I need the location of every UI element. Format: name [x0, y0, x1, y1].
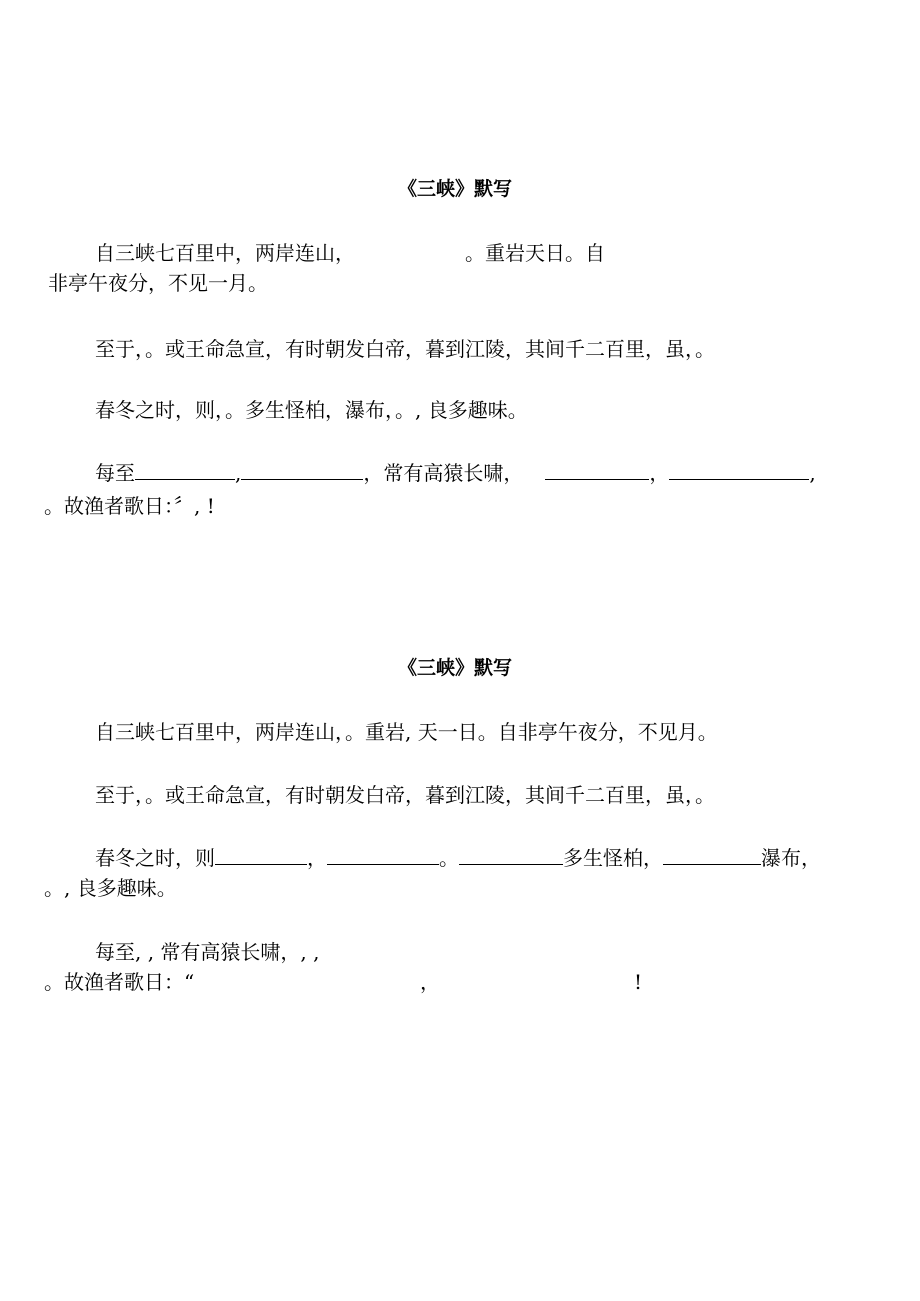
section2-title: 《三峡》默写 — [398, 657, 513, 679]
section1-paragraph4-line2: 。故渔者歌日：〞, ! — [44, 494, 215, 518]
p4-start-text: 每至 — [95, 461, 135, 485]
p3-middle-text: 多生怪柏， — [563, 846, 663, 870]
section1-paragraph4-line1 — [95, 461, 816, 485]
p3-separator: 。 — [439, 846, 459, 870]
fill-blank[interactable] — [545, 461, 649, 480]
section1-paragraph1-line2: 非亭午夜分，不见一月。 — [48, 271, 268, 295]
section2-paragraph4-line2: 。故渔者歌日：“ — [44, 970, 195, 994]
p3-separator: ， — [307, 846, 327, 870]
section1-title: 《三峡》默写 — [398, 178, 513, 200]
fill-blank[interactable] — [459, 846, 563, 865]
section1-paragraph1-line1: 自三峡七百里中，两岸连山， 。重岩天日。自 — [95, 241, 605, 265]
p3-start-text: 春冬之时，则 — [95, 846, 215, 870]
section2-paragraph4-line1: 每至, , 常有高猿长啸，, , — [95, 940, 320, 964]
fill-blank[interactable] — [663, 846, 761, 865]
p4-separator: , — [235, 461, 242, 485]
section1-paragraph2: 至于，。或王命急宣，有时朝发白帝，暮到江陵，其间千二百里，虽，。 — [95, 337, 715, 361]
p4-middle-text: ，常有高猿长啸， — [363, 461, 524, 485]
fill-blank[interactable] — [669, 461, 809, 480]
fill-blank[interactable] — [327, 846, 439, 865]
fill-blank[interactable] — [135, 461, 235, 480]
section1-paragraph3: 春冬之时，则，。多生怪柏，瀑布，。, 良多趣味。 — [95, 398, 528, 422]
section2-paragraph1: 自三峡七百里中，两岸连山，。重岩, 天一日。自非亭午夜分，不见月。 — [95, 720, 718, 744]
p4-separator: ， — [649, 461, 670, 485]
p3-end-text: 瀑布， — [761, 846, 821, 870]
section2-paragraph4-exclamation: ! — [634, 970, 643, 994]
p4-end-text: , — [809, 461, 816, 485]
fill-blank[interactable] — [241, 461, 363, 480]
section2-paragraph2: 至于，。或王命急宣，有时朝发白帝，暮到江陵，其间千二百里，虽，。 — [95, 783, 715, 807]
section2-paragraph4-comma: ， — [420, 970, 440, 994]
section2-paragraph3-line2: 。, 良多趣味。 — [44, 876, 177, 900]
section2-paragraph3-line1 — [95, 846, 821, 870]
fill-blank[interactable] — [215, 846, 307, 865]
